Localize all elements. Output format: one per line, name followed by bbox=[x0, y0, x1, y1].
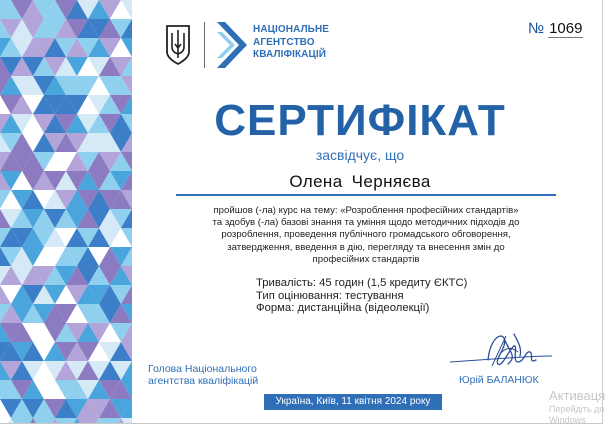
course-line: професійних стандартів bbox=[312, 253, 420, 265]
number-sign: № bbox=[528, 20, 545, 37]
triangle-pattern-svg bbox=[0, 0, 132, 424]
course-description bbox=[196, 205, 536, 266]
decorative-triangle-pattern bbox=[0, 0, 132, 424]
agency-name bbox=[253, 24, 329, 62]
nak-chevron-logo-icon bbox=[217, 22, 247, 68]
watermark-line: Активаця bbox=[549, 388, 606, 403]
certificate-title: СЕРТИФІКАТ bbox=[214, 96, 506, 145]
course-line: розроблення, проведення публічного громадського обговорення, bbox=[221, 229, 511, 241]
course-details bbox=[256, 277, 467, 315]
signer-name: Юрій БАЛАНЮК bbox=[459, 374, 539, 386]
agency-name-line: АГЕНТСТВО bbox=[253, 36, 315, 48]
pattern-triangle bbox=[33, 418, 55, 424]
certifies-text: засвідчує, що bbox=[315, 147, 405, 163]
certificate-number: 1069 bbox=[549, 20, 583, 37]
watermark-line: Windows bbox=[549, 415, 586, 425]
course-line: та здобув (-ла) базові знання та уміння щодо методичних підходів до bbox=[212, 217, 520, 229]
recipient-name: Олена Черняєва bbox=[289, 172, 431, 191]
pattern-triangle bbox=[99, 418, 121, 424]
signature-image bbox=[448, 330, 553, 375]
certificate-number-block bbox=[528, 20, 583, 37]
head-title-line: Голова Національного bbox=[148, 363, 257, 375]
name-underline bbox=[176, 194, 556, 196]
head-title-line: агентства кваліфікацій bbox=[148, 375, 259, 388]
assessment-type-text: Тип оцінювання: тестування bbox=[256, 289, 404, 302]
format-text: Форма: дистанційна (відеолекції) bbox=[256, 302, 430, 315]
pattern-triangle bbox=[77, 418, 99, 424]
course-line: затвердження, введення в дію, перегляду та внесення змін до bbox=[227, 241, 505, 253]
watermark-line: Перейдіть до bbox=[549, 404, 605, 414]
duration-text: Тривалість: 45 годин (1,5 кредиту ЄКТС) bbox=[256, 277, 468, 289]
course-line: пройшов (-ла) курс на тему: «Розроблення професійних стандартів» bbox=[213, 205, 519, 216]
pattern-triangle bbox=[11, 418, 33, 424]
place-date-text: Україна, Київ, 11 квітня 2024 року bbox=[275, 396, 431, 407]
ukraine-trident-icon bbox=[163, 24, 193, 68]
head-title bbox=[148, 363, 258, 388]
agency-name-line: НАЦІОНАЛЬНЕ bbox=[253, 24, 330, 35]
logo-divider bbox=[204, 22, 205, 68]
agency-name-line: КВАЛІФІКАЦІЙ bbox=[253, 49, 327, 60]
windows-activation-watermark bbox=[549, 387, 605, 426]
pattern-triangle bbox=[55, 418, 77, 424]
